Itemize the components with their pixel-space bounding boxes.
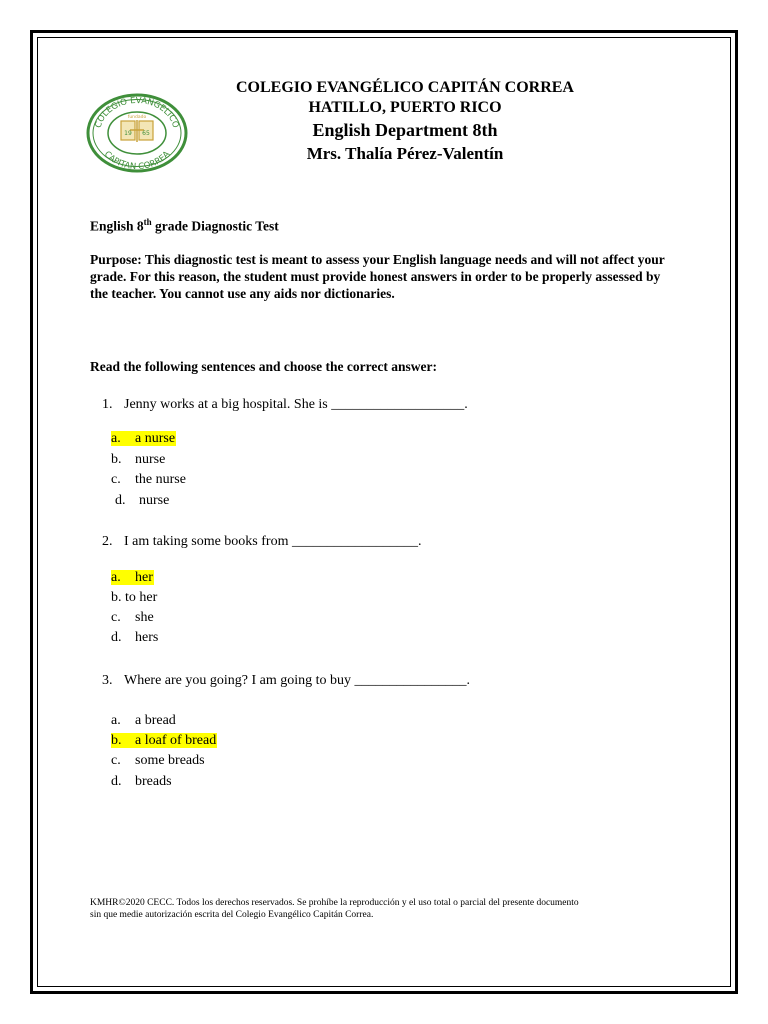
q1-option-d[interactable] — [115, 492, 169, 509]
test-title — [90, 217, 279, 235]
option-text: nurse — [135, 452, 166, 467]
question-number: 1. — [102, 397, 113, 412]
question-number: 2. — [102, 534, 113, 549]
question-2 — [102, 534, 421, 550]
option-letter: a. — [111, 431, 121, 446]
q3-option-a[interactable] — [111, 712, 176, 729]
option-text: her — [135, 570, 153, 585]
department-title: English Department 8th — [312, 120, 498, 140]
q3-option-b[interactable] — [111, 732, 217, 749]
seal-year-right: 65 — [142, 130, 150, 137]
question-number: 3. — [102, 673, 113, 688]
q3-option-c[interactable] — [111, 752, 205, 769]
option-text: some breads — [135, 753, 205, 768]
q1-option-b[interactable] — [111, 451, 165, 468]
option-text: breads — [135, 774, 172, 789]
option-letter: b. — [111, 733, 122, 748]
seal-year-left: 19 — [124, 130, 132, 137]
option-letter: c. — [111, 472, 121, 487]
question-text: I am taking some books from __________________. — [124, 534, 422, 549]
option-letter: d. — [115, 493, 126, 508]
option-text: hers — [135, 630, 159, 645]
option-letter: a. — [111, 713, 121, 728]
option-text: the nurse — [135, 472, 186, 487]
footer-line-1: KMHR©2020 CECC. Todos los derechos reservados. Se prohíbe la reproducción y el uso total o parcial del presente documento — [90, 898, 579, 908]
page-border-inner — [37, 37, 731, 987]
teacher-name: Mrs. Thalía Pérez-Valentín — [306, 144, 504, 163]
test-title-pre: English 8 — [90, 218, 144, 234]
test-title-sup: th — [143, 217, 152, 227]
option-text: nurse — [139, 493, 170, 508]
footer-line-2: sin que medie autorización escrita del Colegio Evangélico Capitán Correa. — [90, 910, 374, 920]
question-text: Jenny works at a big hospital. She is ___________________. — [124, 397, 468, 412]
option-letter: c. — [111, 753, 121, 768]
seal-founded-text: fundado — [127, 115, 147, 120]
option-text: a loaf of bread — [135, 733, 217, 748]
q1-option-a[interactable] — [111, 430, 176, 447]
option-letter: a. — [111, 570, 121, 585]
option-text: a bread — [135, 713, 176, 728]
option-letter: d. — [111, 774, 122, 789]
option-letter: c. — [111, 610, 121, 625]
q3-option-d[interactable] — [111, 773, 172, 790]
q2-option-d[interactable] — [111, 629, 158, 646]
test-title-post: grade Diagnostic Test — [151, 218, 279, 234]
seal-top-text: COLEGIO EVANGELICO — [93, 95, 181, 130]
question-1 — [102, 397, 468, 413]
school-location: HATILLO, PUERTO RICO — [308, 99, 502, 116]
option-letter: b. — [111, 590, 122, 605]
option-letter: b. — [111, 452, 122, 467]
q2-option-c[interactable] — [111, 609, 154, 626]
question-text: Where are you going? I am going to buy ________________. — [124, 673, 471, 688]
seal-bottom-text: CAPITAN CORREA — [101, 149, 173, 173]
question-3 — [102, 673, 470, 689]
option-letter: d. — [111, 630, 122, 645]
q2-option-a[interactable] — [111, 569, 154, 586]
instruction: Read the following sentences and choose the correct answer: — [90, 359, 437, 374]
option-text: she — [135, 610, 154, 625]
q1-option-c[interactable] — [111, 471, 186, 488]
school-name: COLEGIO EVANGÉLICO CAPITÁN CORREA — [236, 79, 574, 96]
copyright-footer — [90, 897, 690, 921]
school-seal-logo — [86, 93, 188, 173]
option-text: a nurse — [135, 431, 176, 446]
q2-option-b[interactable] — [111, 589, 157, 606]
svg-text:CAPITAN CORREA — [102, 149, 173, 172]
option-text: to her — [125, 590, 158, 605]
purpose-paragraph: Purpose: This diagnostic test is meant to assess your English language needs and will not affect your grade. For this reason, the student must provide honest answers in order to be properly assessed by the teacher. You cannot use any aids nor dictionaries. — [90, 252, 665, 301]
